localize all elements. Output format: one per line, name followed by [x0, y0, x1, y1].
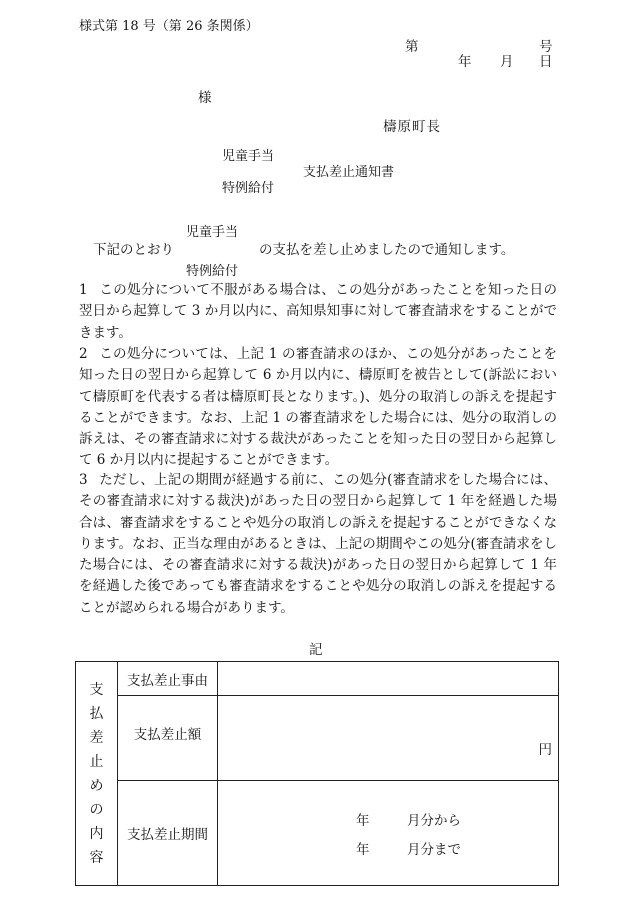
note-text: この処分について不服がある場合は、この処分があったことを知った日の翌日から起算して 3 か月以内に、高知県知事に対して審査請求をすることができます。 [79, 282, 557, 341]
reason-value[interactable] [218, 662, 559, 696]
intro-prefix: 下記のとおり [93, 242, 174, 258]
title-lower: 特例給付 [222, 181, 275, 196]
form-label: 様式第 18 号（第 26 条関係） [79, 19, 259, 34]
date-year: 年 [458, 54, 472, 70]
reason-label: 支払差止事由 [118, 662, 218, 696]
from-month: 月分から [407, 813, 461, 829]
note-2 [79, 344, 557, 472]
note-text: ただし、上記の期間が経過する前に、この処分(審査請求をした場合には、その審査請求に対する裁決)があった日の翌日から起算して 1 年を経過した場合は、審査請求をすることや処分の取消しの訴えを提起することができなくなります。なお、正当な理由があるときは、上記の期間やこの処分(審査請求をした場合には、その審査請求に対する裁決)があった日の翌日から起算して 1 年を経過した後であっても審査請求をすることや処分の取消しの訴えを提起することが認められる場合があります。 [79, 472, 557, 616]
side-label: 支 払 差 止 め の 内 容 [89, 681, 104, 866]
intro-lower: 特例給付 [186, 264, 239, 279]
side-label-cell [76, 662, 118, 886]
note-number: 2 [79, 346, 88, 362]
period-label: 支払差止期間 [118, 781, 218, 886]
note-number: 3 [79, 472, 88, 488]
note-1 [79, 280, 557, 344]
from-year: 年 [356, 813, 370, 829]
period-value[interactable] [218, 781, 559, 886]
date-day: 日 [539, 54, 553, 70]
note-3 [79, 470, 557, 619]
intro-upper: 児童手当 [186, 225, 239, 240]
amount-value[interactable] [218, 696, 559, 781]
addressee-suffix: 様 [198, 90, 212, 106]
note-number: 1 [79, 282, 88, 298]
amount-label: 支払差止額 [118, 696, 218, 781]
date-month: 月 [500, 54, 514, 70]
amount-unit: 円 [538, 742, 552, 758]
to-year: 年 [356, 842, 370, 858]
detail-table [75, 661, 559, 886]
number-suffix: 号 [539, 39, 553, 55]
ki-heading: 記 [309, 642, 323, 658]
title-upper: 児童手当 [222, 149, 275, 164]
to-month: 月分まで [407, 842, 461, 858]
intro-suffix: の支払を差し止めましたので通知します。 [259, 242, 515, 258]
note-text: この処分については、上記 1 の審査請求のほか、この処分があったことを知った日の翌日から起算して 6 か月以内に、檮原町を被告として(訴訟において檮原町を代表する者は檮原町長となります。)、処分の取消しの訴えを提起することができます。なお、上記 1 の審査請求をした場合には、処分の取消しの訴えは、その審査請求に対する裁決があったことを知った日の翌日から起算して 6 か月以内に提起することができます。 [79, 346, 557, 469]
issuer: 檮原町長 [383, 119, 441, 135]
title-main: 支払差止通知書 [303, 165, 395, 180]
number-prefix: 第 [405, 39, 419, 55]
